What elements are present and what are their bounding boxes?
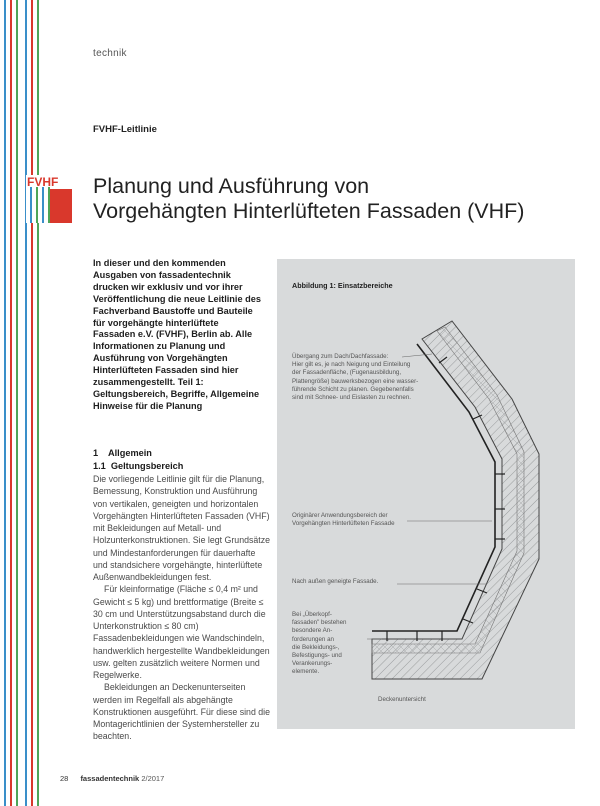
figure-note-roof: Übergang zum Dach/Dachfassade: Hier gilt es, je nach Neigung und Einteilung der Fassadenfläche, (Fugenausbildung, Plattengröße) bauwerksbezogen eine wasser- führende Schicht zu planen. Gegebenenfalls sind mit Schnee- und Eislasten zu rechnen. <box>292 353 419 402</box>
lead-paragraph: In dieser und den kommenden Ausgaben von fassadentechnik drucken wir exklusiv und vor ihrer Veröffentlichung die neue Leitlinie des Fachverband Baustoffe und Bauteile für vorgehängte hinterlüftete Fassaden e.V. (FVHF), Berlin ab. Alle Informationen zu Planung und Ausführung von Vorgehängten Hinterlüfteten Fassaden sind hier zusammengestellt. Teil 1: Geltungsbereich, Begriffe, Allgemeine Hinweise für die Planung <box>93 258 261 411</box>
title-line-2: Vorgehängten Hinterlüfteten Fassaden (VHF) <box>93 199 525 223</box>
issue-number: 2/2017 <box>141 774 165 783</box>
body-paragraph: Die vorliegende Leitlinie gilt für die Planung, Bemessung, Konstruktion und Ausführung von vertikalen, geneigten und horizontalen Vorgehängten Hinterlüfteten Fassaden (VHF) mit Bekleidungen auf Metall- und Holzunterkonstruktionen. Sie legt Grundsätze und Mindestanforderungen für dauerhafte und standsichere vorgehängte, hinterlüftete Außenwandbekleidungen fest. <box>93 474 271 582</box>
figure-note-soffit: Deckenuntersicht <box>378 696 426 703</box>
logo-red-block <box>50 189 72 223</box>
fvhf-logo <box>26 175 72 223</box>
figure-title: Abbildung 1: Einsatzbereiche <box>292 281 393 290</box>
figure-note-overhang: Bei „Überkopf- fassaden" bestehen besondere An- forderungen an die Bekleidungs-, Befestigungs- und Verankerungs- elemente. <box>292 611 347 676</box>
heading-geltungsbereich: 1.1 Geltungsbereich <box>93 461 184 471</box>
heading-allgemein: 1 Allgemein <box>93 448 152 458</box>
green-stripe <box>37 0 39 806</box>
publication-name: fassadentechnik <box>80 774 140 783</box>
body-text <box>93 473 271 743</box>
blue-stripe <box>4 0 6 806</box>
title-line-1: Planung und Ausführung von <box>93 174 370 198</box>
red-stripe <box>10 0 12 806</box>
page-number: 28 <box>60 774 69 783</box>
figure-note-inclined: Nach außen geneigte Fassade. <box>292 578 379 585</box>
body-paragraph: Für kleinformatige (Fläche ≤ 0,4 m² und Gewicht ≤ 5 kg) und brettformatige (Breite ≤ 30 cm und Unterstützungsabstand durch die Unterkonstruktion ≤ 80 cm) Fassadenbekleidungen wie Wandschindeln, handwerklich hergestellte Wandbekleidungen usw. gelten zusätzlich weitere Normen und Regelwerke. <box>93 584 270 680</box>
body-paragraph: Bekleidungen an Deckenunterseiten werden im Regelfall als abgehängte Konstruktionen ausgeführt. Für diese sind die Montagerichtlinien der Systemhersteller zu beachten. <box>93 682 271 742</box>
page-title <box>93 174 573 224</box>
page-footer <box>60 774 164 783</box>
kicker: FVHF-Leitlinie <box>93 124 157 135</box>
green-stripe <box>16 0 18 806</box>
blue-stripe <box>25 0 27 806</box>
section-label: technik <box>93 48 127 59</box>
logo-text: FVHF <box>27 175 59 189</box>
side-stripes <box>0 0 60 806</box>
figure-note-original: Originärer Anwendungsbereich der Vorgehängten Hinterlüfteten Fassade <box>292 512 395 528</box>
red-stripe <box>31 0 33 806</box>
